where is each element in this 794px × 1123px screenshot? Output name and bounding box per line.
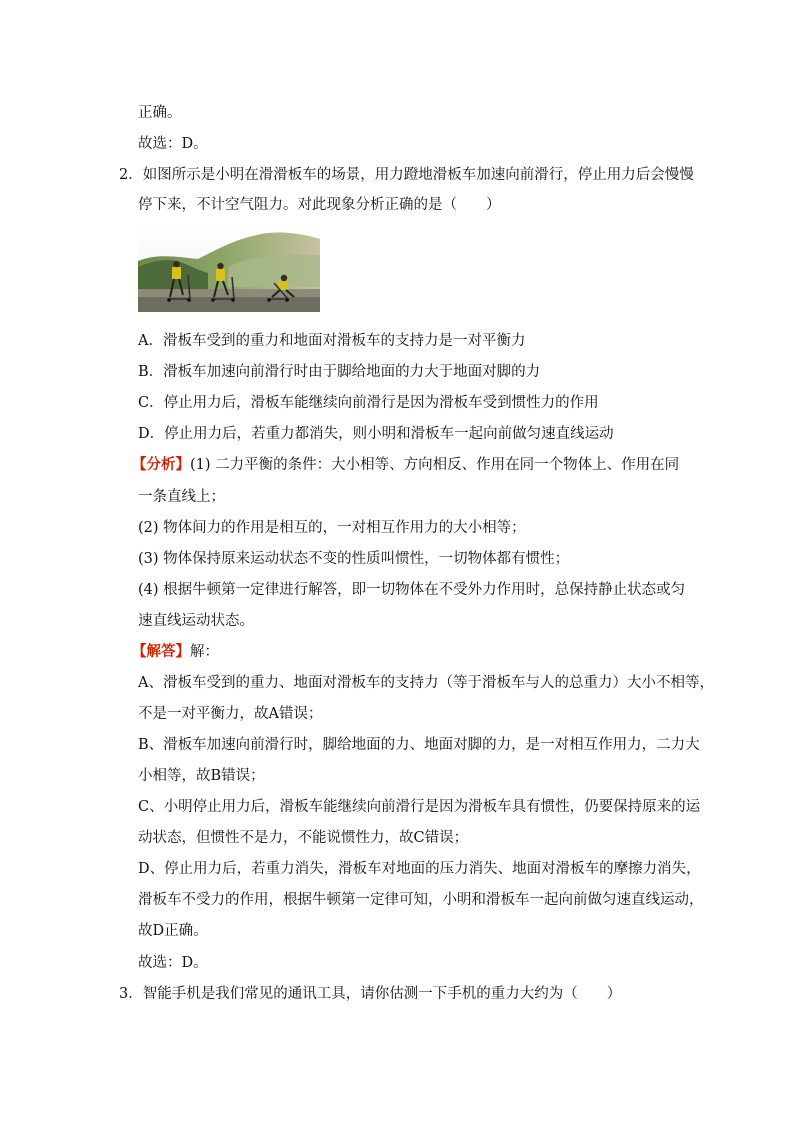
solution-b-line2: 小相等，故B错误； xyxy=(138,768,265,784)
option-a: A．滑板车受到的重力和地面对滑板车的支持力是一对平衡力 xyxy=(138,333,526,349)
analysis-line-6: 速直线运动状态。 xyxy=(138,613,254,629)
scooter-photo xyxy=(138,227,320,312)
solution-d-line3: 故D正确。 xyxy=(138,923,208,939)
solution-a-line1: A、滑板车受到的重力、地面对滑板车的支持力（等于滑板车与人的总重力）大小不相等， xyxy=(138,675,714,691)
analysis-line-3: (2) 物体间力的作用是相互的，一对相互作用力的大小相等； xyxy=(138,520,526,536)
analysis-line-2: 一条直线上； xyxy=(138,489,225,505)
prev-answer-end: 正确。 xyxy=(138,105,182,121)
prev-answer-choice: 故选：D。 xyxy=(138,136,208,152)
solution-c-line2: 动状态，但惯性不是力，不能说惯性力，故C错误； xyxy=(138,830,469,846)
solution-header xyxy=(132,642,219,662)
question-2-stem-line2: 停下来，不计空气阻力。对此现象分析正确的是（ ） xyxy=(138,197,501,213)
analysis-text-1: (1) 二力平衡的条件：大小相等、方向相反、作用在同一个物体上、作用在同 xyxy=(190,457,680,473)
option-d: D．停止用力后，若重力都消失，则小明和滑板车一起向前做匀速直线运动 xyxy=(138,426,614,442)
solution-intro: 解： xyxy=(190,644,219,660)
solution-d-line2: 滑板车不受力的作用，根据牛顿第一定律可知，小明和滑板车一起向前做匀速直线运动， xyxy=(138,892,704,908)
analysis-tag: 【分析】 xyxy=(132,456,190,473)
solution-tag: 【解答】 xyxy=(132,643,190,660)
solution-a-line2: 不是一对平衡力，故A错误； xyxy=(138,706,323,722)
analysis-line-4: (3) 物体保持原来运动状态不变的性质叫惯性，一切物体都有惯性； xyxy=(138,551,570,567)
question-2-stem-line1: 2．如图所示是小明在滑滑板车的场景，用力蹬地滑板车加速向前滑行，停止用力后会慢慢 xyxy=(119,167,694,183)
option-b: B．滑板车加速向前滑行时由于脚给地面的力大于地面对脚的力 xyxy=(138,364,541,380)
solution-c-line1: C、小明停止用力后，滑板车能继续向前滑行是因为滑板车具有惯性，仍要保持原来的运 xyxy=(138,799,701,815)
question-2-answer: 故选：D。 xyxy=(138,955,208,971)
option-c: C．停止用力后，滑板车能继续向前滑行是因为滑板车受到惯性力的作用 xyxy=(138,395,599,411)
solution-b-line1: B、滑板车加速向前滑行时，脚给地面的力、地面对脚的力，是一对相互作用力，二力大 xyxy=(138,737,700,753)
analysis-line-5: (4) 根据牛顿第一定律进行解答，即一切物体在不受外力作用时，总保持静止状态或匀 xyxy=(138,582,686,598)
analysis-line-1 xyxy=(132,455,679,475)
question-3-stem: 3．智能手机是我们常见的通讯工具，请你估测一下手机的重力大约为（ ） xyxy=(119,986,622,1002)
solution-d-line1: D、停止用力后，若重力消失，滑板车对地面的压力消失、地面对滑板车的摩擦力消失， xyxy=(138,861,701,877)
